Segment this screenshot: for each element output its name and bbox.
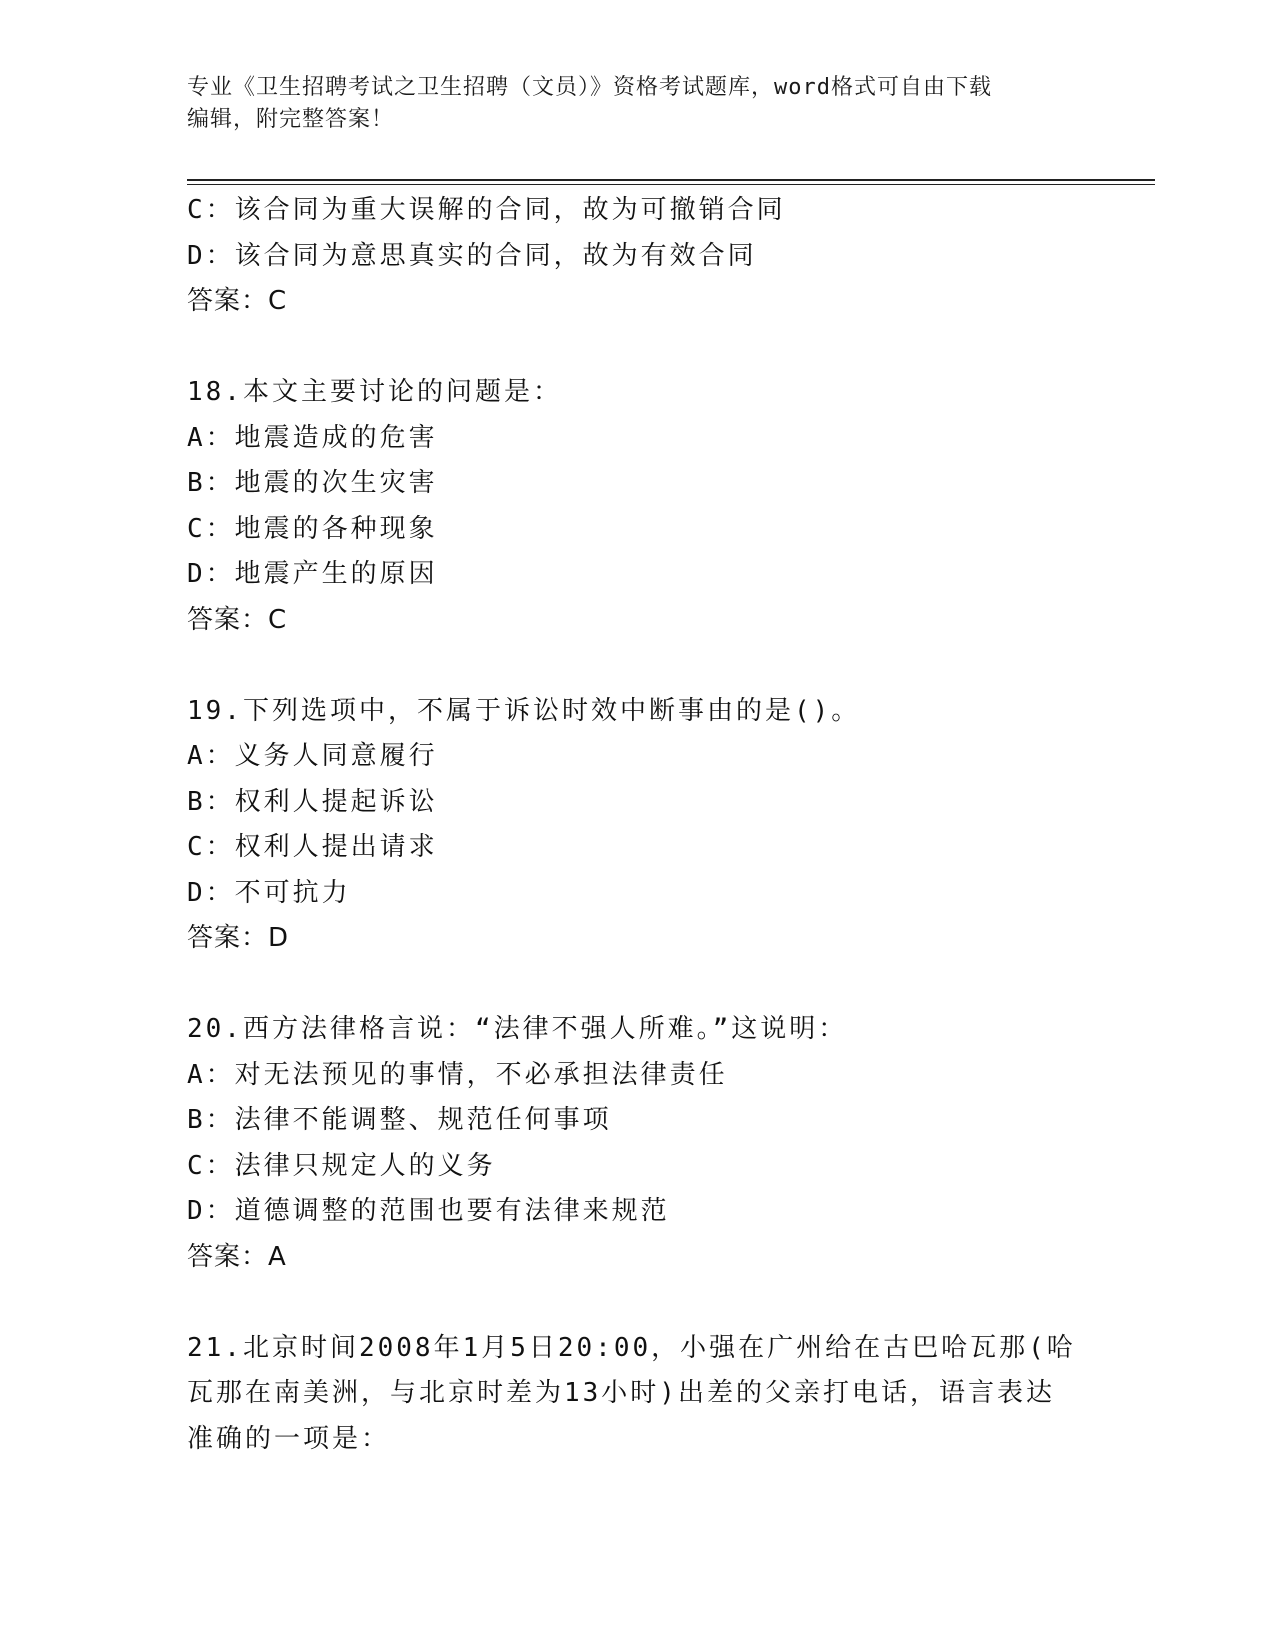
header-line-1: 专业《卫生招聘考试之卫生招聘（文员）》资格考试题库，word格式可自由下载 — [187, 75, 992, 100]
question-stem-line-1: 21.北京时间2008年1月5日20:00，小强在广州给在古巴哈瓦那(哈 — [187, 1332, 1076, 1363]
answer-label: 答案：C — [187, 604, 288, 635]
question-21 — [187, 1326, 1087, 1463]
option-a: A：地震造成的危害 — [187, 422, 438, 453]
option-d: D：地震产生的原因 — [187, 559, 438, 589]
option-b: B：法律不能调整、规范任何事项 — [187, 1105, 612, 1135]
option-c: C：权利人提出请求 — [187, 832, 438, 862]
option-d: D：不可抗力 — [187, 877, 351, 908]
question-stem: 20.西方法律格言说：“法律不强人所难。”这说明： — [187, 1014, 848, 1044]
option-c: C：地震的各种现象 — [187, 513, 438, 544]
question-18 — [187, 370, 1087, 643]
answer-label: 答案：A — [187, 1241, 287, 1272]
question-19 — [187, 689, 1087, 962]
question-stem: 19.下列选项中，不属于诉讼时效中断事由的是()。 — [187, 695, 861, 726]
option-b: B：地震的次生灾害 — [187, 468, 438, 498]
option-d: D：该合同为意思真实的合同，故为有效合同 — [187, 240, 757, 271]
answer-label: 答案：C — [187, 286, 288, 316]
question-stem-line-2: 瓦那在南美洲，与北京时差为13小时)出差的父亲打电话，语言表达 — [187, 1378, 1055, 1408]
option-a: A：对无法预见的事情，不必承担法律责任 — [187, 1059, 728, 1090]
question-20 — [187, 1007, 1087, 1280]
question-17 — [187, 188, 1087, 325]
option-d: D：道德调整的范围也要有法律来规范 — [187, 1196, 670, 1226]
header-divider-thin — [187, 184, 1155, 185]
header-divider-thick — [187, 179, 1155, 181]
option-a: A：义务人同意履行 — [187, 741, 438, 771]
question-stem: 18.本文主要讨论的问题是： — [187, 377, 562, 407]
question-stem-line-3: 准确的一项是： — [187, 1423, 391, 1454]
document-header — [187, 72, 1067, 136]
option-c: C：该合同为重大误解的合同，故为可撤销合同 — [187, 195, 786, 225]
question-list — [187, 188, 1087, 1462]
answer-label: 答案：D — [187, 923, 290, 953]
option-b: B：权利人提起诉讼 — [187, 786, 438, 817]
option-c: C：法律只规定人的义务 — [187, 1150, 496, 1181]
header-line-2: 编辑，附完整答案！ — [187, 107, 395, 132]
